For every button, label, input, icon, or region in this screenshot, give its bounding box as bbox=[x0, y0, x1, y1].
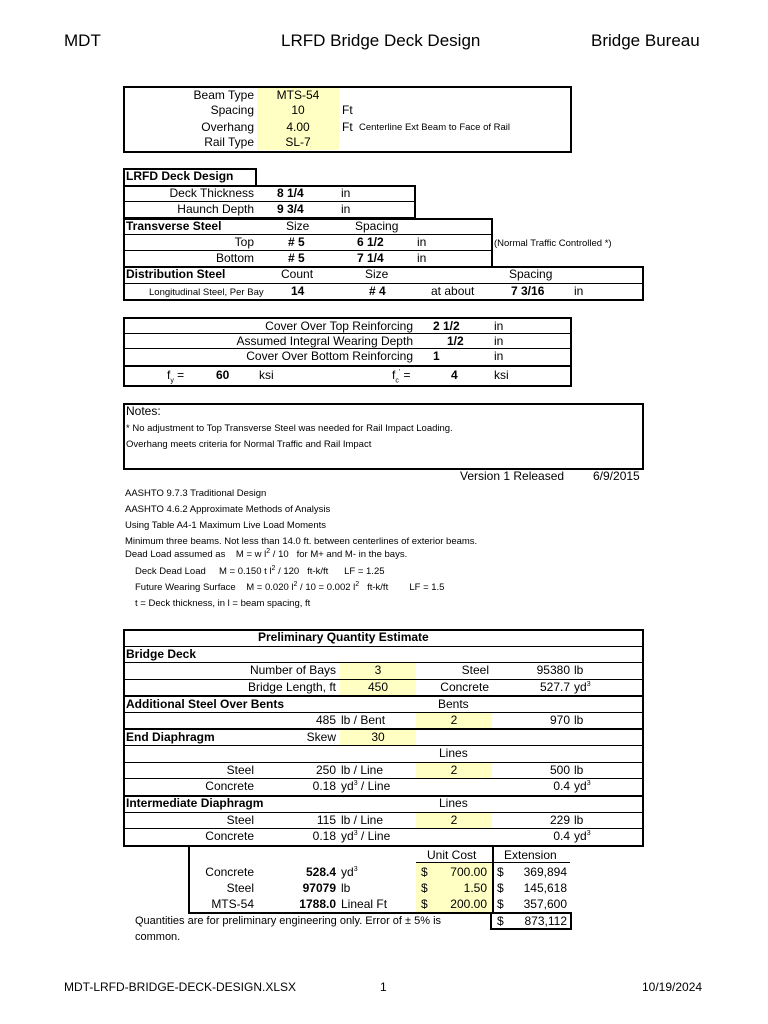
bents-total-unit: lb bbox=[574, 713, 584, 727]
cost-concrete-unit: $yd^3$ bbox=[341, 865, 358, 879]
disclaimer-line-2: common. bbox=[135, 931, 181, 943]
cost-concrete-cur: $ bbox=[421, 865, 428, 879]
overhang-value[interactable]: 4.00 bbox=[286, 120, 310, 134]
footer-date: 10/19/2024 bbox=[642, 980, 703, 994]
deck-thickness-value: 8 1/4 bbox=[277, 186, 304, 200]
transverse-title: Transverse Steel bbox=[126, 219, 222, 233]
distribution-at: at about bbox=[431, 284, 475, 298]
inter-steel-unit: lb / Line bbox=[341, 813, 384, 827]
wear-unit: in bbox=[494, 334, 504, 348]
transverse-top-size: # 5 bbox=[288, 235, 305, 249]
total-cur: $ bbox=[497, 914, 504, 928]
skew-label: Skew bbox=[306, 730, 336, 744]
distribution-count: 14 bbox=[291, 284, 305, 298]
inter-steel-total-unit: lb bbox=[574, 813, 584, 827]
end-conc-unit: $yd^3$ / Line bbox=[341, 779, 391, 793]
end-steel-unit: lb / Line bbox=[341, 763, 384, 777]
distribution-spacing-hdr: Spacing bbox=[509, 267, 553, 281]
header-left: MDT bbox=[64, 31, 101, 50]
deck-concrete-unit: $yd^3$ bbox=[574, 680, 591, 694]
inter-lines-hdr: Lines bbox=[439, 796, 468, 810]
inter-conc-unit: $yd^3$ / Line bbox=[341, 829, 391, 843]
end-steel-total: 500 bbox=[549, 763, 570, 777]
distribution-spacing: 7 3/16 bbox=[511, 284, 545, 298]
rail-type-label: Rail Type bbox=[204, 135, 254, 149]
length-label: Bridge Length, ft bbox=[247, 680, 336, 694]
end-conc-per: 0.18 bbox=[312, 779, 336, 793]
bents-per-unit: lb / Bent bbox=[341, 713, 386, 727]
end-conc-total: 0.4 bbox=[553, 779, 570, 793]
distribution-row-label: Longitudinal Steel, Per Bay bbox=[149, 287, 264, 298]
method-line-1: AASHTO 9.7.3 Traditional Design bbox=[125, 488, 267, 499]
transverse-spacing-hdr: Spacing bbox=[355, 219, 399, 233]
wear-label: Assumed Integral Wearing Depth bbox=[236, 334, 413, 348]
inter-steel-per: 115 bbox=[316, 813, 336, 827]
transverse-top-note: (Normal Traffic Controlled *) bbox=[494, 238, 612, 249]
skew-value[interactable]: 30 bbox=[371, 730, 385, 744]
overhang-unit: Ft bbox=[342, 120, 353, 134]
haunch-value: 9 3/4 bbox=[277, 202, 304, 216]
bridge-deck-title: Bridge Deck bbox=[126, 647, 197, 661]
cost-steel-unit: lb bbox=[341, 881, 351, 895]
deck-thickness-label: Deck Thickness bbox=[169, 186, 254, 200]
fy-unit: ksi bbox=[259, 368, 274, 382]
distribution-size-hdr: Size bbox=[365, 267, 389, 281]
distribution-title: Distribution Steel bbox=[126, 267, 226, 281]
inter-steel-label: Steel bbox=[226, 813, 254, 827]
cost-beam-ext-cur: $ bbox=[497, 897, 504, 911]
beam-type-label: Beam Type bbox=[193, 88, 254, 102]
notes-title: Notes: bbox=[126, 404, 161, 418]
notes-line-1: * No adjustment to Top Transverse Steel was needed for Rail Impact Loading. bbox=[126, 423, 453, 434]
bents-count[interactable]: 2 bbox=[450, 713, 458, 727]
fy-label: $f_y$ = bbox=[167, 368, 185, 385]
method-legend: t = Deck thickness, in l = beam spacing, ft bbox=[135, 598, 311, 609]
inter-conc-total-unit: $yd^3$ bbox=[574, 829, 591, 843]
header-right: Bridge Bureau bbox=[591, 31, 700, 50]
beam-type-value[interactable]: MTS-54 bbox=[276, 88, 320, 102]
total-value: 873,112 bbox=[524, 914, 567, 928]
distribution-unit: in bbox=[574, 284, 584, 298]
end-diaphragm-title: End Diaphragm bbox=[126, 730, 215, 744]
bays-value[interactable]: 3 bbox=[374, 663, 382, 677]
fc-unit: ksi bbox=[494, 368, 509, 382]
cost-concrete-unitcost[interactable]: 700.00 bbox=[450, 865, 487, 879]
deck-steel-value: 95380 bbox=[536, 663, 570, 677]
cover-top-unit: in bbox=[494, 319, 504, 333]
transverse-bottom-size: # 5 bbox=[288, 251, 305, 265]
haunch-unit: in bbox=[341, 202, 351, 216]
cover-bottom-value: 1 bbox=[433, 349, 440, 363]
cost-steel-label: Steel bbox=[226, 881, 254, 895]
bents-title: Additional Steel Over Bents bbox=[126, 697, 285, 711]
transverse-top-unit: in bbox=[417, 235, 427, 249]
deck-concrete-value: 527.7 bbox=[539, 680, 570, 694]
end-lines[interactable]: 2 bbox=[450, 763, 458, 777]
notes-box bbox=[123, 403, 644, 470]
fws-line: Future Wearing Surface M = 0.020 $l^2 / 10 = 0.002$ $l^2$ ft-k/ft LF = 1.5 bbox=[135, 580, 445, 593]
inter-conc-per: 0.18 bbox=[312, 829, 336, 843]
deck-concrete-label: Concrete bbox=[440, 680, 489, 694]
cost-concrete-label: Concrete bbox=[205, 865, 254, 879]
method-line-2: AASHTO 4.6.2 Approximate Methods of Analysis bbox=[125, 504, 331, 515]
end-conc-label: Concrete bbox=[205, 779, 254, 793]
extension-hdr: Extension bbox=[504, 848, 557, 862]
rail-type-value[interactable]: SL-7 bbox=[285, 135, 311, 149]
cost-steel-ext-cur: $ bbox=[497, 881, 504, 895]
wear-value: 1/2 bbox=[447, 334, 464, 348]
cost-steel-unitcost[interactable]: 1.50 bbox=[463, 881, 487, 895]
cost-beam-unit: Lineal Ft bbox=[341, 897, 388, 911]
transverse-bottom-unit: in bbox=[417, 251, 427, 265]
end-conc-total-unit: $yd^3$ bbox=[574, 779, 591, 793]
notes-line-2: Overhang meets criteria for Normal Traffic and Rail Impact bbox=[126, 439, 372, 450]
inter-conc-label: Concrete bbox=[205, 829, 254, 843]
transverse-bottom-spacing: 7 1/4 bbox=[357, 251, 384, 265]
cover-bottom-label: Cover Over Bottom Reinforcing bbox=[246, 349, 413, 363]
spacing-value[interactable]: 10 bbox=[291, 103, 305, 117]
end-lines-hdr: Lines bbox=[439, 746, 468, 760]
inter-diaphragm-title: Intermediate Diaphragm bbox=[126, 796, 264, 810]
version-text: Version 1 Released bbox=[460, 469, 565, 483]
spacing-label: Spacing bbox=[210, 103, 254, 117]
fc-value: 4 bbox=[451, 368, 458, 382]
cost-beam-unitcost[interactable]: 200.00 bbox=[450, 897, 487, 911]
method-line-4: Minimum three beams. Not less than 14.0 ft. between centerlines of exterior beams. bbox=[125, 536, 478, 547]
cost-steel-cur: $ bbox=[421, 881, 428, 895]
cost-concrete-ext: 369,894 bbox=[523, 865, 567, 879]
fy-value: 60 bbox=[216, 368, 230, 382]
end-steel-per: 250 bbox=[315, 763, 336, 777]
end-steel-label: Steel bbox=[226, 763, 254, 777]
distribution-size: # 4 bbox=[369, 284, 386, 298]
inter-steel-total: 229 bbox=[549, 813, 570, 827]
distribution-count-hdr: Count bbox=[281, 267, 314, 281]
disclaimer-line-1: Quantities are for preliminary engineering only. Error of ± 5% is bbox=[135, 915, 442, 927]
transverse-top-label: Top bbox=[234, 235, 254, 249]
page-title: LRFD Bridge Deck Design bbox=[281, 31, 481, 50]
fc-label: $f_c'$ = bbox=[392, 368, 411, 385]
version-date: 6/9/2015 bbox=[593, 469, 640, 483]
dead-load-line: Dead Load assumed as M = w $l^2 / 10$ for M+ and M- in the bays. bbox=[125, 547, 408, 560]
cost-beam-cur: $ bbox=[421, 897, 428, 911]
cost-beam-ext: 357,600 bbox=[523, 897, 567, 911]
spacing-unit: Ft bbox=[342, 103, 353, 117]
method-line-3: Using Table A4-1 Maximum Live Load Moments bbox=[125, 520, 327, 531]
bays-label: Number of Bays bbox=[249, 663, 336, 677]
deck-steel-unit: lb bbox=[574, 663, 584, 677]
deck-dead-load-line: Deck Dead Load M = 0.150 t $l^2 / 120$ ft-k/ft LF = 1.25 bbox=[135, 564, 385, 577]
overhang-note: Centerline Ext Beam to Face of Rail bbox=[359, 122, 511, 133]
footer-file: MDT-LRFD-BRIDGE-DECK-DESIGN.XLSX bbox=[64, 980, 297, 994]
unit-cost-hdr: Unit Cost bbox=[427, 848, 477, 862]
transverse-bottom-label: Bottom bbox=[215, 251, 254, 265]
transverse-size-hdr: Size bbox=[286, 219, 310, 233]
deck-title: LRFD Deck Design bbox=[126, 169, 234, 183]
cost-concrete-ext-cur: $ bbox=[497, 865, 504, 879]
cover-top-label: Cover Over Top Reinforcing bbox=[265, 319, 413, 333]
cover-top-value: 2 1/2 bbox=[433, 319, 460, 333]
cost-beam-label: MTS-54 bbox=[211, 897, 254, 911]
length-value[interactable]: 450 bbox=[367, 680, 389, 694]
cost-beam-qty: 1788.0 bbox=[299, 897, 336, 911]
deck-steel-label: Steel bbox=[461, 663, 489, 677]
end-steel-total-unit: lb bbox=[574, 763, 584, 777]
overhang-label: Overhang bbox=[201, 120, 254, 134]
footer-page: 1 bbox=[380, 980, 387, 994]
inter-conc-total: 0.4 bbox=[553, 829, 570, 843]
quantity-title: Preliminary Quantity Estimate bbox=[258, 630, 429, 644]
inter-lines[interactable]: 2 bbox=[450, 813, 458, 827]
transverse-top-spacing: 6 1/2 bbox=[357, 235, 384, 249]
bents-per: 485 bbox=[315, 713, 336, 727]
cover-bottom-unit: in bbox=[494, 349, 504, 363]
cost-steel-ext: 145,618 bbox=[523, 881, 567, 895]
cost-concrete-qty: 528.4 bbox=[305, 865, 336, 879]
haunch-label: Haunch Depth bbox=[177, 202, 254, 216]
cost-steel-qty: 97079 bbox=[302, 881, 336, 895]
bents-hdr: Bents bbox=[438, 697, 469, 711]
deck-thickness-unit: in bbox=[341, 186, 351, 200]
bents-total: 970 bbox=[549, 713, 570, 727]
